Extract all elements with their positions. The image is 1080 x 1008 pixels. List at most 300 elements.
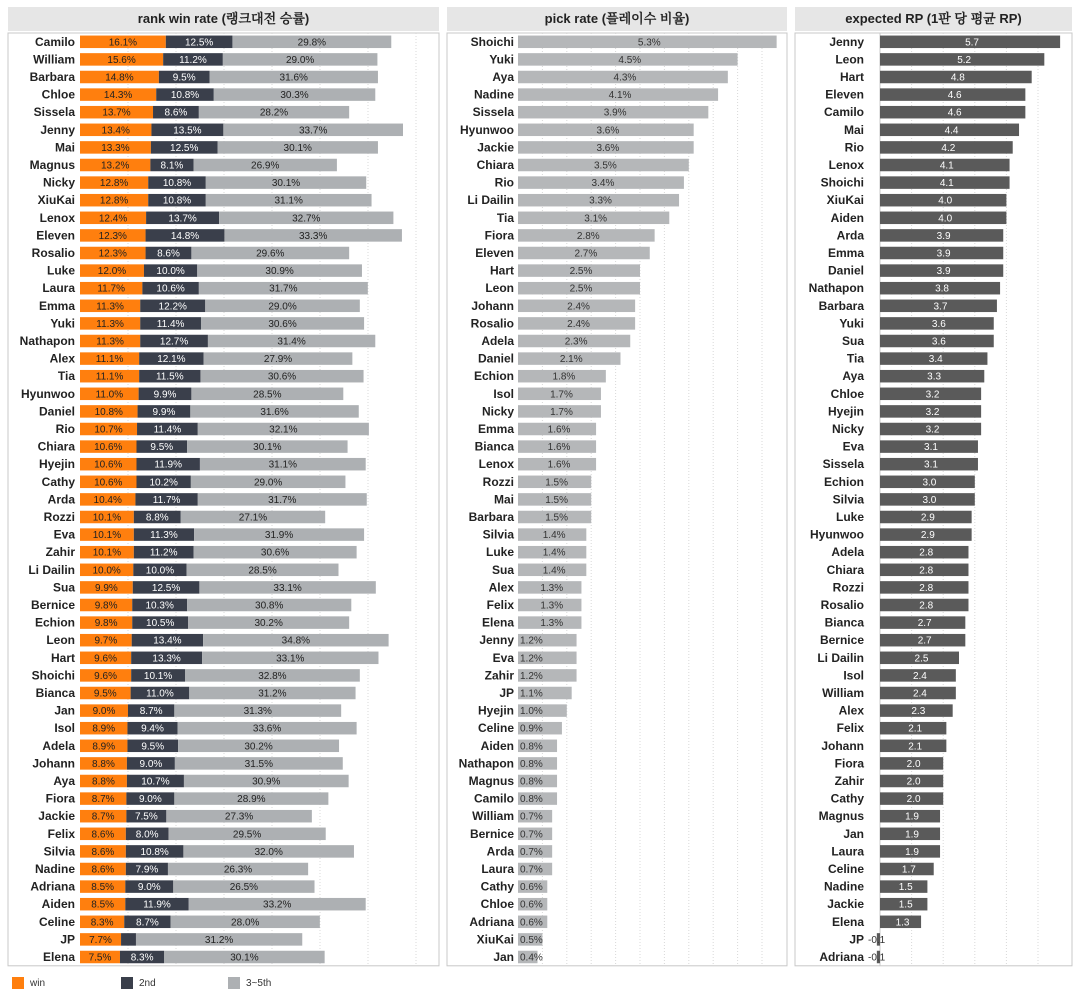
value-label-pick-rosalio: 2.4% bbox=[567, 318, 590, 330]
value-label-2nd-aya: 10.7% bbox=[141, 776, 170, 788]
value-label-rp-rio: 4.2 bbox=[941, 142, 956, 154]
value-label-pick-rio: 3.4% bbox=[591, 178, 615, 190]
value-label-win-nadine: 8.6% bbox=[91, 864, 115, 876]
pickrate-label-chiara: Chiara bbox=[476, 158, 514, 172]
pickrate-label-aiden: Aiden bbox=[480, 738, 514, 753]
winrate-label-arda: Arda bbox=[47, 492, 75, 507]
value-label-rp-johann: 2.1 bbox=[908, 741, 923, 753]
value-label-3-5th-arda: 31.7% bbox=[268, 494, 297, 506]
pickrate-label-fiora: Fiora bbox=[484, 228, 514, 243]
rp-label-eleven: Eleven bbox=[825, 87, 864, 102]
rp-label-hyunwoo: Hyunwoo bbox=[810, 527, 864, 542]
value-label-win-laura: 11.7% bbox=[97, 283, 125, 295]
rp-label-felix: Felix bbox=[836, 721, 864, 736]
value-label-2nd-shoichi: 10.1% bbox=[143, 670, 173, 682]
pickrate-label-sissela: Sissela bbox=[472, 105, 514, 120]
value-label-pick-johann: 2.4% bbox=[567, 301, 590, 313]
value-label-pick-silvia: 1.4% bbox=[542, 530, 566, 542]
value-label-2nd-sissela: 8.6% bbox=[164, 107, 188, 119]
winrate-label-johann: Johann bbox=[32, 756, 75, 771]
pickrate-label-sua: Sua bbox=[491, 562, 514, 577]
value-label-pick-yuki: 4.5% bbox=[618, 54, 642, 66]
pickrate-label-elena: Elena bbox=[481, 615, 514, 630]
value-label-3-5th-chloe: 30.3% bbox=[280, 90, 309, 102]
value-label-3-5th-laura: 31.7% bbox=[269, 283, 298, 295]
value-label-win-william: 15.6% bbox=[107, 54, 136, 66]
value-label-rp-celine: 1.7 bbox=[901, 864, 916, 876]
value-label-3-5th-adela: 30.2% bbox=[244, 741, 273, 753]
value-label-win-li-dailin: 10.0% bbox=[92, 565, 121, 577]
value-label-win-silvia: 8.6% bbox=[91, 846, 115, 858]
rp-label-sua: Sua bbox=[841, 334, 864, 348]
winrate-label-hyejin: Hyejin bbox=[38, 457, 75, 472]
value-label-2nd-emma: 12.2% bbox=[158, 301, 187, 313]
pickrate-label-aya: Aya bbox=[492, 70, 514, 84]
value-label-3-5th-eva: 31.9% bbox=[264, 530, 294, 542]
value-label-3-5th-jp: 31.2% bbox=[204, 934, 234, 946]
pickrate-label-bernice: Bernice bbox=[469, 826, 514, 841]
rp-label-nathapon: Nathapon bbox=[808, 281, 864, 296]
rp-label-barbara: Barbara bbox=[818, 298, 864, 313]
value-label-pick-hyejin: 1.0% bbox=[520, 706, 543, 718]
value-label-3-5th-hyejin: 31.1% bbox=[268, 459, 297, 471]
value-label-3-5th-xiukai: 31.1% bbox=[274, 195, 303, 207]
rp-label-tia: Tia bbox=[846, 351, 864, 366]
value-label-rp-felix: 2.1 bbox=[908, 723, 923, 735]
rp-label-shoichi: Shoichi bbox=[820, 175, 864, 190]
value-label-3-5th-luke: 30.9% bbox=[265, 266, 294, 278]
value-label-2nd-johann: 9.0% bbox=[139, 758, 163, 770]
winrate-label-tia: Tia bbox=[57, 369, 75, 384]
value-label-rp-mai: 4.4 bbox=[944, 125, 959, 137]
value-label-pick-fiora: 2.8% bbox=[576, 230, 600, 242]
pickrate-label-jenny: Jenny bbox=[479, 633, 514, 648]
value-label-pick-jan: 0.4% bbox=[520, 952, 543, 964]
value-label-2nd-aiden: 11.9% bbox=[143, 899, 171, 911]
pickrate-label-nathapon: Nathapon bbox=[458, 756, 514, 771]
value-label-win-jackie: 8.7% bbox=[91, 811, 115, 823]
value-label-win-rozzi: 10.1% bbox=[92, 512, 122, 524]
rp-label-alex: Alex bbox=[838, 703, 864, 718]
pickrate-label-luke: Luke bbox=[485, 545, 514, 560]
winrate-label-adriana: Adriana bbox=[30, 879, 75, 894]
rp-label-hyejin: Hyejin bbox=[827, 404, 864, 419]
value-label-win-hart: 9.6% bbox=[94, 653, 117, 665]
pickrate-label-barbara: Barbara bbox=[468, 510, 514, 524]
value-label-3-5th-nathapon: 31.4% bbox=[277, 336, 306, 348]
value-label-pick-jenny: 1.2% bbox=[520, 635, 543, 647]
value-label-win-adriana: 8.5% bbox=[91, 882, 115, 894]
value-label-win-nicky: 12.8% bbox=[99, 178, 129, 190]
value-label-rp-jp: -0.1 bbox=[868, 934, 886, 946]
value-label-win-hyejin: 10.6% bbox=[94, 459, 123, 471]
value-label-3-5th-sua: 33.1% bbox=[273, 582, 302, 594]
value-label-pick-nathapon: 0.8% bbox=[520, 758, 543, 770]
value-label-win-tia: 11.1% bbox=[95, 371, 124, 383]
value-label-2nd-jan: 8.7% bbox=[139, 706, 163, 718]
value-label-2nd-cathy: 10.2% bbox=[149, 477, 178, 489]
value-label-3-5th-aiden: 33.2% bbox=[263, 899, 292, 911]
value-label-2nd-leon: 13.4% bbox=[153, 635, 182, 647]
value-label-2nd-camilo: 12.5% bbox=[184, 37, 214, 49]
value-label-pick-chiara: 3.5% bbox=[594, 160, 617, 172]
value-label-2nd-chiara: 9.5% bbox=[150, 442, 174, 454]
rp-label-echion: Echion bbox=[823, 474, 864, 489]
value-label-rp-nathapon: 3.8 bbox=[935, 283, 949, 295]
value-label-pick-chloe: 0.6% bbox=[520, 899, 543, 911]
value-label-win-hyunwoo: 11.0% bbox=[95, 389, 124, 401]
value-label-3-5th-shoichi: 32.8% bbox=[258, 670, 287, 682]
pickrate-label-emma: Emma bbox=[477, 422, 514, 436]
value-label-rp-leon: 5.2 bbox=[957, 54, 972, 66]
value-label-2nd-magnus: 8.1% bbox=[160, 160, 184, 172]
value-label-rp-elena: 1.3 bbox=[895, 917, 910, 929]
value-label-win-fiora: 8.7% bbox=[91, 794, 115, 806]
rp-label-isol: Isol bbox=[843, 668, 864, 683]
pickrate-label-adela: Adela bbox=[481, 334, 514, 348]
pickrate-label-camilo: Camilo bbox=[473, 791, 514, 806]
value-label-rp-adriana: -0.1 bbox=[868, 952, 886, 964]
value-label-3-5th-jackie: 27.3% bbox=[224, 811, 254, 823]
pickrate-label-cathy: Cathy bbox=[480, 879, 514, 894]
pickrate-label-leon: Leon bbox=[485, 281, 514, 296]
winrate-label-leon: Leon bbox=[46, 633, 75, 648]
value-label-win-alex: 11.1% bbox=[95, 354, 124, 366]
winrate-label-nadine: Nadine bbox=[34, 862, 75, 876]
value-label-win-aya: 8.8% bbox=[92, 776, 115, 788]
rp-label-li-dailin: Li Dailin bbox=[817, 650, 864, 665]
pickrate-label-hyejin: Hyejin bbox=[477, 703, 514, 718]
value-label-3-5th-leon: 34.8% bbox=[281, 635, 311, 647]
value-label-rp-li-dailin: 2.5 bbox=[914, 653, 929, 665]
value-label-pick-daniel: 2.1% bbox=[559, 354, 583, 366]
pickrate-label-silvia: Silvia bbox=[482, 527, 514, 542]
winrate-label-magnus: Magnus bbox=[29, 158, 75, 172]
winrate-label-jan: Jan bbox=[54, 703, 75, 718]
value-label-2nd-rio: 11.4% bbox=[153, 424, 182, 436]
value-label-pick-mai: 1.5% bbox=[545, 494, 568, 506]
winrate-label-sissela: Sissela bbox=[33, 105, 75, 120]
value-label-2nd-arda: 11.7% bbox=[152, 494, 181, 506]
value-label-pick-rozzi: 1.5% bbox=[545, 477, 568, 489]
value-label-3-5th-li-dailin: 28.5% bbox=[248, 565, 277, 577]
rp-label-celine: Celine bbox=[827, 862, 864, 876]
value-label-3-5th-yuki: 30.6% bbox=[268, 318, 297, 330]
value-label-win-johann: 8.8% bbox=[92, 758, 115, 770]
value-label-rp-echion: 3.0 bbox=[922, 477, 937, 489]
rp-label-cathy: Cathy bbox=[830, 791, 864, 806]
value-label-rp-xiukai: 4.0 bbox=[938, 195, 953, 207]
panel-title-pick-rate: pick rate (플레이수 비율) bbox=[447, 7, 787, 31]
value-label-pick-emma: 1.6% bbox=[547, 424, 571, 436]
pickrate-label-lenox: Lenox bbox=[478, 457, 514, 472]
value-label-pick-alex: 1.3% bbox=[540, 582, 564, 594]
value-label-3-5th-rosalio: 29.6% bbox=[256, 248, 285, 260]
pickrate-label-arda: Arda bbox=[486, 844, 514, 859]
rp-label-luke: Luke bbox=[835, 510, 864, 524]
winrate-label-chiara: Chiara bbox=[37, 439, 75, 454]
rp-label-nicky: Nicky bbox=[831, 422, 864, 436]
value-label-win-emma: 11.3% bbox=[96, 301, 124, 313]
value-label-3-5th-johann: 31.5% bbox=[244, 758, 274, 770]
value-label-2nd-daniel: 9.9% bbox=[152, 406, 176, 418]
pickrate-label-nicky: Nicky bbox=[481, 404, 514, 419]
value-label-rp-sissela: 3.1 bbox=[924, 459, 938, 471]
value-label-pick-leon: 2.5% bbox=[569, 283, 593, 295]
rp-label-sissela: Sissela bbox=[822, 457, 864, 472]
value-label-win-adela: 8.9% bbox=[92, 741, 116, 753]
value-label-pick-arda: 0.7% bbox=[520, 846, 543, 858]
value-label-pick-isol: 1.7% bbox=[550, 389, 573, 401]
value-label-3-5th-rozzi: 27.1% bbox=[238, 512, 268, 524]
value-label-2nd-alex: 12.1% bbox=[157, 354, 186, 366]
value-label-rp-bianca: 2.7 bbox=[917, 618, 932, 630]
value-label-pick-sua: 1.4% bbox=[542, 565, 566, 577]
value-label-3-5th-hart: 33.1% bbox=[276, 653, 305, 665]
pickrate-label-magnus: Magnus bbox=[468, 774, 514, 788]
legend-swatch-3-5th bbox=[228, 977, 240, 989]
value-label-3-5th-hyunwoo: 28.5% bbox=[253, 389, 282, 401]
rp-label-jenny: Jenny bbox=[829, 34, 864, 49]
value-label-pick-aiden: 0.8% bbox=[520, 741, 543, 753]
value-label-rp-laura: 1.9 bbox=[905, 846, 919, 858]
value-label-3-5th-adriana: 26.5% bbox=[229, 882, 259, 894]
pickrate-label-felix: Felix bbox=[486, 598, 514, 612]
value-label-win-rosalio: 12.3% bbox=[98, 248, 127, 260]
value-label-2nd-bernice: 10.3% bbox=[145, 600, 174, 612]
value-label-pick-eleven: 2.7% bbox=[574, 248, 598, 260]
pickrate-label-celine: Celine bbox=[477, 721, 514, 736]
winrate-label-rozzi: Rozzi bbox=[43, 510, 75, 524]
value-label-3-5th-celine: 28.0% bbox=[231, 917, 260, 929]
winrate-label-jackie: Jackie bbox=[38, 809, 75, 824]
value-label-2nd-nadine: 7.9% bbox=[135, 864, 159, 876]
pickrate-label-adriana: Adriana bbox=[469, 914, 514, 929]
value-label-win-jan: 9.0% bbox=[92, 706, 116, 718]
value-label-2nd-yuki: 11.4% bbox=[156, 318, 185, 330]
value-label-rp-emma: 3.9 bbox=[936, 248, 951, 260]
pickrate-label-eva: Eva bbox=[492, 650, 514, 665]
value-label-win-sissela: 13.7% bbox=[102, 107, 131, 119]
value-label-3-5th-echion: 30.2% bbox=[254, 618, 283, 630]
value-label-2nd-silvia: 10.8% bbox=[140, 846, 169, 858]
value-label-pick-shoichi: 5.3% bbox=[637, 37, 661, 49]
value-label-2nd-nathapon: 12.7% bbox=[159, 336, 189, 348]
legend-item-2nd bbox=[121, 977, 156, 991]
value-label-3-5th-aya: 30.9% bbox=[252, 776, 281, 788]
legend-item-3-5th bbox=[228, 977, 271, 991]
value-label-2nd-bianca: 11.0% bbox=[146, 688, 174, 700]
value-label-rp-magnus: 1.9 bbox=[905, 811, 919, 823]
rp-label-rozzi: Rozzi bbox=[832, 580, 864, 595]
pickrate-label-shoichi: Shoichi bbox=[470, 34, 514, 49]
value-label-rp-silvia: 3.0 bbox=[922, 494, 937, 506]
value-label-2nd-zahir: 11.2% bbox=[149, 547, 178, 559]
winrate-label-zahir: Zahir bbox=[45, 545, 75, 560]
value-label-rp-luke: 2.9 bbox=[920, 512, 935, 524]
value-label-win-magnus: 13.2% bbox=[100, 160, 130, 172]
value-label-pick-zahir: 1.2% bbox=[520, 670, 543, 682]
value-label-rp-jenny: 5.7 bbox=[965, 37, 980, 49]
value-label-win-bernice: 9.8% bbox=[94, 600, 118, 612]
winrate-label-hyunwoo: Hyunwoo bbox=[21, 386, 75, 401]
winrate-label-nathapon: Nathapon bbox=[19, 334, 75, 348]
rp-label-jp: JP bbox=[849, 932, 864, 947]
value-label-3-5th-silvia: 32.0% bbox=[254, 846, 283, 858]
value-label-3-5th-tia: 30.6% bbox=[267, 371, 297, 383]
value-label-win-echion: 9.8% bbox=[94, 618, 118, 630]
value-label-pick-hyunwoo: 3.6% bbox=[596, 125, 620, 137]
pickrate-label-li-dailin: Li Dailin bbox=[467, 193, 514, 208]
winrate-label-luke: Luke bbox=[46, 263, 75, 278]
winrate-label-fiora: Fiora bbox=[45, 791, 75, 806]
value-label-pick-elena: 1.3% bbox=[540, 618, 564, 630]
value-label-3-5th-felix: 29.5% bbox=[232, 829, 262, 841]
value-label-3-5th-bianca: 31.2% bbox=[258, 688, 287, 700]
value-label-win-aiden: 8.5% bbox=[91, 899, 115, 911]
value-label-2nd-chloe: 10.8% bbox=[170, 90, 200, 102]
rp-label-chiara: Chiara bbox=[826, 562, 864, 577]
value-label-pick-bernice: 0.7% bbox=[520, 829, 543, 841]
winrate-label-adela: Adela bbox=[42, 738, 75, 753]
value-label-3-5th-chiara: 30.1% bbox=[253, 442, 282, 454]
winrate-label-jenny: Jenny bbox=[40, 122, 75, 137]
pickrate-label-tia: Tia bbox=[496, 210, 514, 225]
rp-label-fiora: Fiora bbox=[834, 756, 864, 771]
rp-label-leon: Leon bbox=[835, 52, 864, 67]
winrate-label-li-dailin: Li Dailin bbox=[28, 562, 75, 577]
value-label-3-5th-daniel: 31.6% bbox=[260, 406, 289, 418]
rp-label-laura: Laura bbox=[831, 844, 864, 859]
rp-label-emma: Emma bbox=[827, 246, 864, 260]
value-label-pick-sissela: 3.9% bbox=[603, 107, 627, 119]
value-label-win-chiara: 10.6% bbox=[94, 442, 123, 454]
value-label-rp-alex: 2.3 bbox=[911, 706, 926, 718]
pickrate-label-william: William bbox=[472, 809, 514, 824]
pickrate-label-laura: Laura bbox=[481, 862, 514, 876]
value-label-2nd-hyejin: 11.9% bbox=[154, 459, 183, 471]
winrate-label-mai: Mai bbox=[54, 140, 75, 155]
value-label-2nd-felix: 8.0% bbox=[135, 829, 159, 841]
winrate-label-cathy: Cathy bbox=[41, 474, 75, 489]
rp-label-camilo: Camilo bbox=[823, 105, 864, 120]
winrate-label-william: William bbox=[33, 52, 75, 67]
value-label-pick-tia: 3.1% bbox=[584, 213, 608, 225]
value-label-pick-adriana: 0.6% bbox=[520, 917, 543, 929]
pickrate-label-jan: Jan bbox=[493, 950, 514, 964]
value-label-win-felix: 8.6% bbox=[91, 829, 115, 841]
value-label-2nd-barbara: 9.5% bbox=[172, 72, 196, 84]
rp-label-chloe: Chloe bbox=[830, 386, 864, 401]
value-label-2nd-fiora: 9.0% bbox=[138, 794, 162, 806]
pickrate-label-nadine: Nadine bbox=[473, 87, 514, 102]
winrate-label-chloe: Chloe bbox=[41, 87, 75, 102]
value-label-2nd-sua: 12.5% bbox=[151, 582, 181, 594]
value-label-rp-jan: 1.9 bbox=[905, 829, 919, 841]
value-label-win-jp: 7.7% bbox=[89, 934, 112, 946]
value-label-2nd-tia: 11.5% bbox=[155, 371, 184, 383]
pickrate-label-hart: Hart bbox=[489, 263, 514, 278]
winrate-label-echion: Echion bbox=[34, 615, 75, 630]
pickrate-label-yuki: Yuki bbox=[489, 52, 514, 67]
value-label-win-isol: 8.9% bbox=[92, 723, 116, 735]
rp-label-eva: Eva bbox=[842, 439, 864, 454]
value-label-3-5th-william: 29.0% bbox=[285, 54, 315, 66]
value-label-rp-nicky: 3.2 bbox=[925, 424, 940, 436]
value-label-rp-shoichi: 4.1 bbox=[939, 178, 954, 190]
value-label-pick-xiukai: 0.5% bbox=[520, 934, 543, 946]
value-label-2nd-isol: 9.4% bbox=[141, 723, 164, 735]
value-label-pick-magnus: 0.8% bbox=[520, 776, 543, 788]
rp-label-jan: Jan bbox=[843, 826, 864, 841]
value-label-2nd-eleven: 14.8% bbox=[170, 230, 200, 242]
value-label-3-5th-rio: 32.1% bbox=[269, 424, 298, 436]
winrate-label-alex: Alex bbox=[49, 351, 75, 366]
rp-label-daniel: Daniel bbox=[827, 263, 864, 278]
value-label-win-sua: 9.9% bbox=[94, 582, 118, 594]
pickrate-label-echion: Echion bbox=[473, 369, 514, 384]
value-label-2nd-xiukai: 10.8% bbox=[162, 195, 192, 207]
winrate-label-rosalio: Rosalio bbox=[31, 246, 75, 260]
pickrate-label-eleven: Eleven bbox=[475, 246, 514, 260]
value-label-rp-rosalio: 2.8 bbox=[919, 600, 934, 612]
winrate-label-celine: Celine bbox=[38, 914, 75, 929]
value-label-pick-camilo: 0.8% bbox=[520, 794, 543, 806]
value-label-pick-luke: 1.4% bbox=[542, 547, 566, 559]
value-label-rp-barbara: 3.7 bbox=[933, 301, 948, 313]
value-label-win-zahir: 10.1% bbox=[92, 547, 122, 559]
value-label-win-celine: 8.3% bbox=[90, 917, 114, 929]
winrate-label-aiden: Aiden bbox=[41, 897, 75, 912]
winrate-label-camilo: Camilo bbox=[34, 34, 75, 49]
value-label-3-5th-nicky: 30.1% bbox=[271, 178, 301, 190]
value-label-2nd-jenny: 13.5% bbox=[173, 125, 202, 137]
value-label-2nd-elena: 8.3% bbox=[130, 952, 154, 964]
value-label-2nd-adela: 9.5% bbox=[141, 741, 165, 753]
value-label-rp-hart: 4.8 bbox=[950, 72, 965, 84]
value-label-2nd-rozzi: 8.8% bbox=[145, 512, 169, 524]
value-label-rp-daniel: 3.9 bbox=[936, 266, 951, 278]
value-label-pick-barbara: 1.5% bbox=[545, 512, 568, 524]
value-label-win-shoichi: 9.6% bbox=[94, 670, 117, 682]
value-label-3-5th-jan: 31.3% bbox=[243, 706, 272, 718]
panel-title-win-rate: rank win rate (랭크대전 승률) bbox=[8, 7, 439, 31]
value-label-rp-william: 2.4 bbox=[912, 688, 927, 700]
value-label-rp-jackie: 1.5 bbox=[898, 899, 913, 911]
value-label-win-rio: 10.7% bbox=[94, 424, 123, 436]
winrate-label-hart: Hart bbox=[50, 650, 75, 665]
pickrate-label-daniel: Daniel bbox=[477, 351, 514, 366]
pickrate-label-rio: Rio bbox=[494, 175, 514, 190]
value-label-2nd-laura: 10.6% bbox=[156, 283, 185, 295]
value-label-rp-chiara: 2.8 bbox=[919, 565, 934, 577]
value-label-3-5th-sissela: 28.2% bbox=[259, 107, 289, 119]
winrate-label-eva: Eva bbox=[53, 527, 75, 542]
winrate-label-xiukai: XiuKai bbox=[37, 193, 75, 208]
rp-label-johann: Johann bbox=[821, 738, 864, 753]
value-label-2nd-william: 11.2% bbox=[179, 54, 207, 66]
panel-title-expected-rp: expected RP (1판 당 평균 RP) bbox=[795, 7, 1072, 31]
value-label-win-lenox: 12.4% bbox=[98, 213, 128, 225]
value-label-3-5th-magnus: 26.9% bbox=[251, 160, 280, 172]
value-label-rp-yuki: 3.6 bbox=[931, 318, 946, 330]
value-label-pick-echion: 1.8% bbox=[552, 371, 576, 383]
legend-swatch-2nd bbox=[121, 977, 133, 989]
value-label-3-5th-elena: 30.1% bbox=[230, 952, 259, 964]
value-label-2nd-echion: 10.5% bbox=[146, 618, 175, 630]
pickrate-label-rozzi: Rozzi bbox=[482, 474, 514, 489]
value-label-3-5th-zahir: 30.6% bbox=[260, 547, 290, 559]
